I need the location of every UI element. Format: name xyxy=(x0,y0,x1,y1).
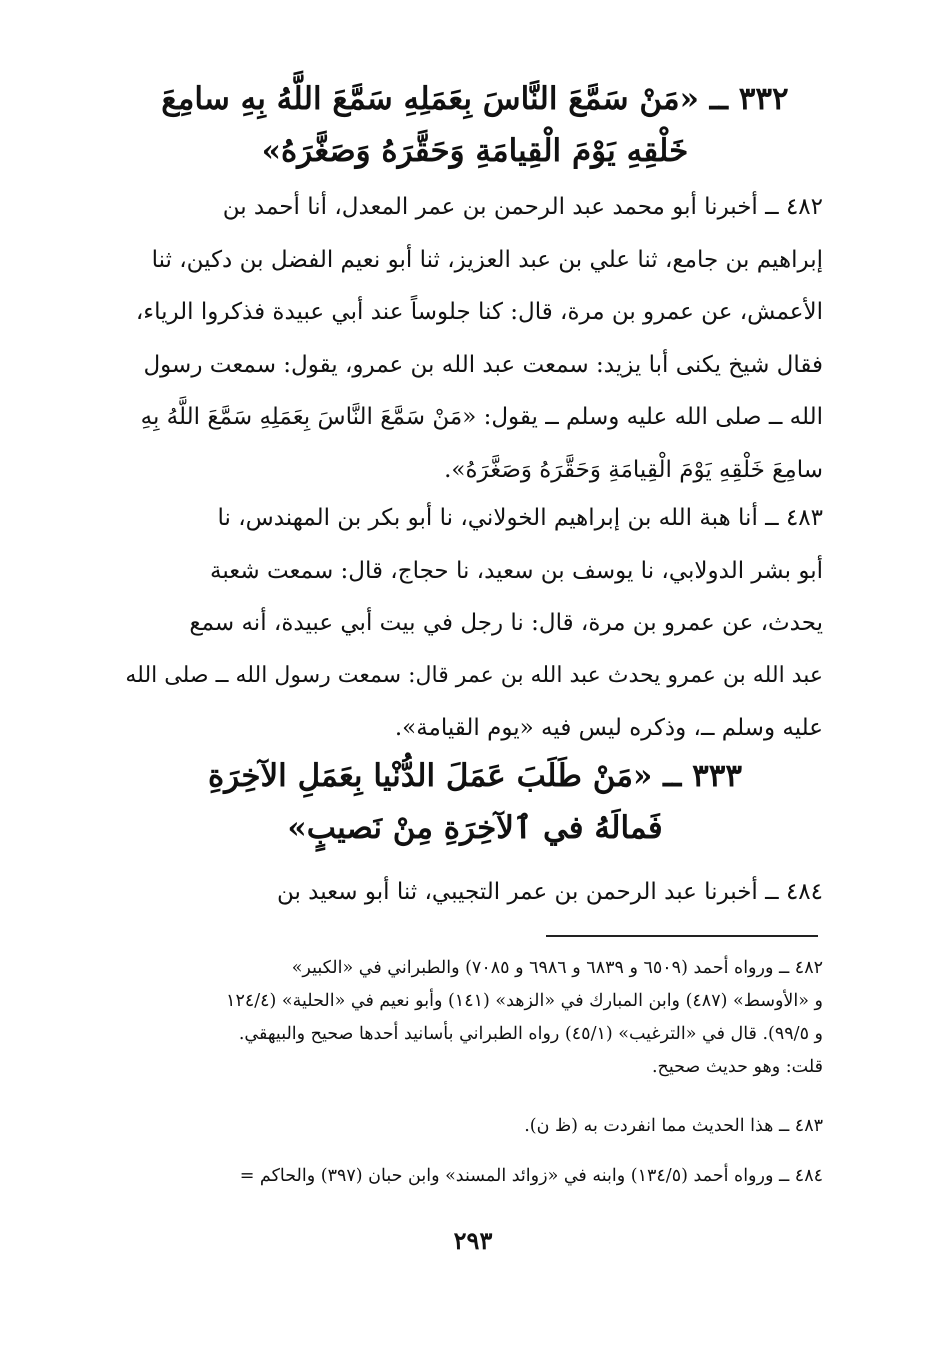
paragraph-line: إبراهيم بن جامع، ثنا علي بن عبد العزيز، ثنا أبو نعيم الفضل بن دكين، ثنا xyxy=(151,246,823,273)
chapter-heading-333 xyxy=(150,750,800,854)
paragraph-line: الأعمش، عن عمرو بن مرة، قال: كنا جلوساً عند أبي عبيدة فذكروا الرياء، xyxy=(135,299,823,325)
footnote-line: و ٩٩/٥). قال في «الترغيب» (٤٥/١) رواه الطبراني بأسانيد أحدها صحيح والبيهقي. xyxy=(238,1024,823,1044)
paragraph-line: يحدث، عن عمرو بن مرة، قال: نا رجل في بيت أبي عبيدة، أنه سمع xyxy=(189,610,823,636)
hadith-paragraph-482 xyxy=(118,181,823,496)
footnote-line: ٤٨٣ ــ هذا الحديث مما انفردت به (ظ ن). xyxy=(524,1116,823,1136)
paragraph-line: سامِعَ خَلْقِهِ يَوْمَ الْقِيامَةِ وَحَقَّرَهُ وَصَغَّرَهُ». xyxy=(444,456,823,483)
heading-line: ٣٣٢ ــ «مَنْ سَمَّعَ النَّاسَ بِعَمَلِهِ سَمَّعَ اللَّهُ بِهِ سامِعَ xyxy=(161,81,789,117)
paragraph-line: فقال شيخ يكنى أبا يزيد: سمعت عبد الله بن عمرو، يقول: سمعت رسول xyxy=(143,351,823,378)
paragraph-line: ٤٨٤ ــ أخبرنا عبد الرحمن بن عمر التجيبي، ثنا أبو سعيد بن xyxy=(276,879,823,905)
paragraph-line: عبد الله بن عمرو يحدث عبد الله بن عمر قال: سمعت رسول الله ــ صلى الله xyxy=(125,662,823,688)
heading-line: فَمالَهُ في ٱلآخِرَةِ مِنْ نَصيبٍ» xyxy=(287,810,663,846)
paragraph-line: عليه وسلم ــ، وذكره ليس فيه «يوم القيامة». xyxy=(394,715,823,741)
footnote-line: ٤٨٤ ــ ورواه أحمد (١٣٤/٥) وابنه في «زوائد المسند» وابن حبان (٣٩٧) والحاكم = xyxy=(239,1166,823,1186)
footnote-line: و «الأوسط» (٤٨٧) وابن المبارك في «الزهد» (١٤١) وأبو نعيم في «الحلية» (١٢٤/٤ xyxy=(226,991,823,1011)
footnote-482 xyxy=(118,952,823,1084)
chapter-heading-332 xyxy=(150,73,800,177)
paragraph-line: أبو بشر الدولابي، نا يوسف بن سعيد، نا حجاج، قال: سمعت شعبة xyxy=(210,557,823,584)
hadith-paragraph-484 xyxy=(118,866,823,919)
page-number: ٢٩٣ xyxy=(453,1226,493,1255)
footnote-line: قلت: وهو حديث صحيح. xyxy=(651,1057,823,1077)
heading-line: ٣٣٣ ــ «مَنْ طَلَبَ عَمَلَ الدُّنْيا بِعَمَلِ الآخِرَةِ xyxy=(207,758,743,794)
heading-line: خَلْقِهِ يَوْمَ الْقِيامَةِ وَحَقَّرَهُ وَصَغَّرَهُ» xyxy=(261,133,689,169)
footnote-line: ٤٨٢ ــ ورواه أحمد (٦٥٠٩ و ٦٨٣٩ و ٦٩٨٦ و ٧٠٨٥) والطبراني في «الكبير» xyxy=(291,958,823,978)
hadith-paragraph-483 xyxy=(118,492,823,755)
footnote-484 xyxy=(118,1160,823,1193)
paragraph-line: ٤٨٣ ــ أنا هبة الله بن إبراهيم الخولاني، نا أبو بكر بن المهندس، نا xyxy=(217,505,823,531)
paragraph-line: الله ــ صلى الله عليه وسلم ــ يقول: «مَنْ سَمَّعَ النَّاسَ بِعَمَلِهِ سَمَّعَ اللَّهُ بِهِ xyxy=(140,404,823,430)
footnote-divider xyxy=(546,935,818,937)
footnote-483 xyxy=(118,1110,823,1143)
paragraph-line: ٤٨٢ ــ أخبرنا أبو محمد عبد الرحمن بن عمر المعدل، أنا أحمد بن xyxy=(222,194,823,220)
